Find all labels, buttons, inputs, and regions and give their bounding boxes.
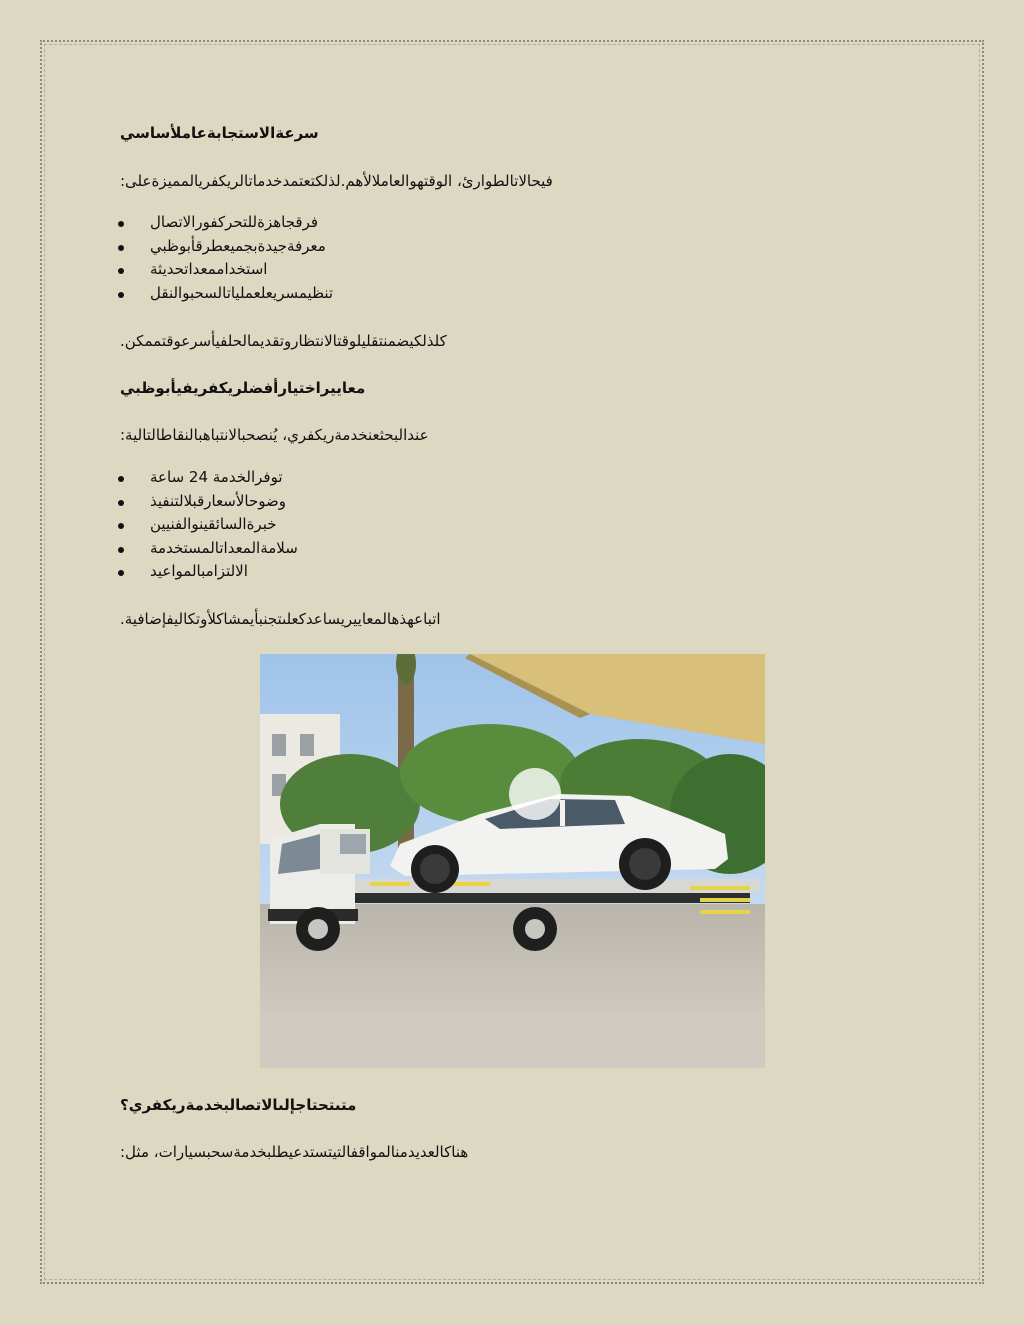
bullet-icon [118, 221, 124, 227]
paragraph-intro-criteria: عندالبحثعنخدمةريكفري، يُنصحبالانتباهبالنقاطالتالية: [120, 426, 429, 444]
bullet-icon [118, 245, 124, 251]
list-item: خبرةالسائقينوالفنيين [118, 513, 298, 537]
bullet-icon [118, 476, 124, 482]
list-item: تنظيمسريعلعملياتالسحبوالنقل [118, 282, 333, 306]
bullet-icon [118, 268, 124, 274]
bullet-icon [118, 570, 124, 576]
list-item: استخداممعداتحديثة [118, 258, 333, 282]
bullet-list-criteria [118, 466, 298, 584]
tow-truck-photo [260, 654, 765, 1068]
section-heading-criteria: معاييراختيارأفضلريكفريفيأبوظبي [120, 379, 366, 397]
bullet-icon [118, 292, 124, 298]
paragraph-outro-response: كلذلكيضمنتقليلوقتالانتظاروتقديمالحلفيأسرعوقتممكن. [120, 332, 447, 350]
list-item: سلامةالمعداتالمستخدمة [118, 537, 298, 561]
list-item: وضوحالأسعارقبلالتنفيذ [118, 490, 298, 514]
section-heading-response-speed: سرعةالاستجابةعاملأساسي [120, 124, 319, 142]
list-item: توفرالخدمة 24 ساعة [118, 466, 298, 490]
section-heading-when-to-call: متىتحتاجإلىالاتصالبخدمةريكفري؟ [120, 1096, 357, 1114]
bullet-icon [118, 500, 124, 506]
list-item: فرقجاهزةللتحركفورالاتصال [118, 211, 333, 235]
tow-truck-illustration [260, 654, 765, 1068]
bullet-list-response [118, 211, 333, 305]
bullet-icon [118, 547, 124, 553]
list-item: معرفةجيدةبجميعطرقأبوظبي [118, 235, 333, 259]
paragraph-intro-situations: هناكالعديدمنالمواقفالتيتستدعيطلبخدمةسحبسيارات، مثل: [120, 1143, 469, 1161]
list-item: الالتزامبالمواعيد [118, 560, 298, 584]
paragraph-outro-criteria: اتباعهذهالمعاييريساعدكعلىتجنبأيمشاكلأوتكاليفإضافية. [120, 610, 441, 628]
bullet-icon [118, 523, 124, 529]
paragraph-intro-emergency: فيحالاتالطوارئ، الوقتهوالعاملالأهم.لذلكتعتمدخدماتالريكفريالمميزةعلى: [120, 172, 553, 190]
